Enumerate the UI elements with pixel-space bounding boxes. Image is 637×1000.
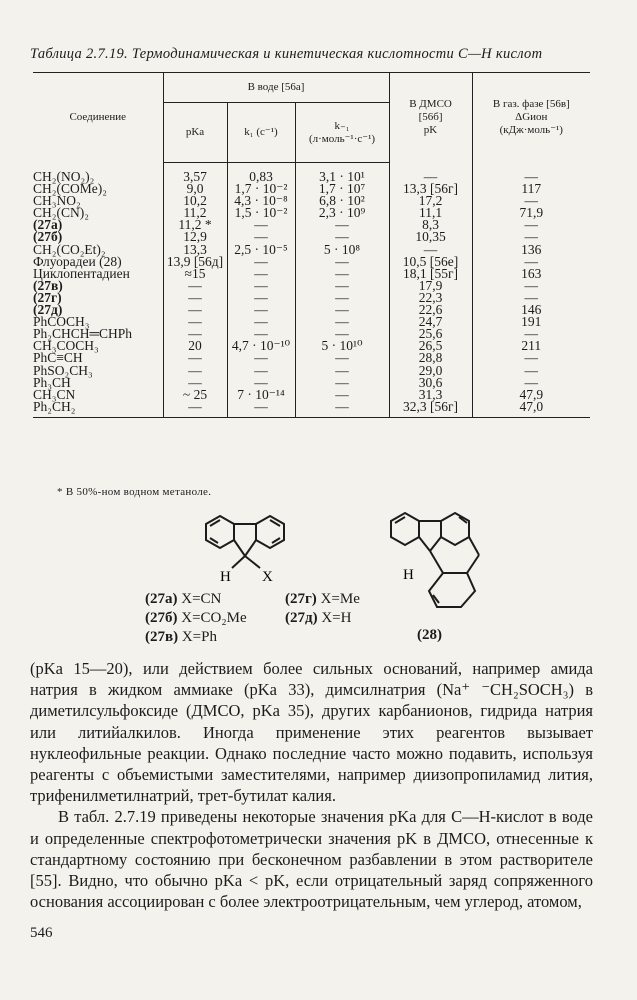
legend-27a-num: (27а)	[145, 591, 178, 607]
cell-dmso: 29,0	[389, 365, 472, 377]
header-k-minus1-top: k₋₁	[334, 119, 350, 132]
cell-k1: —	[227, 268, 295, 280]
cell-pka: —	[163, 292, 227, 304]
cell-gas: 211	[472, 340, 590, 352]
cell-pka: —	[163, 352, 227, 364]
cell-dmso: 26,5	[389, 340, 472, 352]
table-row	[33, 340, 590, 352]
table-row	[33, 328, 590, 340]
cell-pka: —	[163, 304, 227, 316]
cell-dmso: 8,3	[389, 219, 472, 231]
cell-c: CH₂(CO₂Et)₂	[33, 241, 106, 257]
cell-gas: —	[472, 280, 590, 292]
cell-dmso: 22,6	[389, 304, 472, 316]
cell-c: PhC≡CH	[33, 350, 83, 366]
cell-gas: —	[472, 292, 590, 304]
cell-pka: —	[163, 365, 227, 377]
cell-gas: —	[472, 231, 590, 243]
cell-km1: 6,8 · 10²	[295, 195, 389, 207]
cell-k1: —	[227, 377, 295, 389]
cell-km1: —	[295, 401, 389, 418]
cell-k1: —	[227, 292, 295, 304]
header-compound: Соединение	[69, 111, 127, 124]
acidity-table	[33, 72, 590, 418]
fluorene-27-structure	[180, 498, 320, 590]
cell-gas: —	[472, 365, 590, 377]
table-row	[33, 207, 590, 219]
cell-pka: —	[163, 377, 227, 389]
cell-pka: 3,57	[163, 163, 227, 184]
cell-gas: 136	[472, 244, 590, 256]
header-dmso-line3: pK	[423, 124, 438, 137]
cell-km1: 5 · 10⁸	[295, 244, 389, 256]
cell-k1: —	[227, 219, 295, 231]
legend-27b-sub: X=CO₂Me	[181, 610, 247, 626]
cell-dmso: 10,5 [56е]	[389, 256, 472, 268]
cell-k1: 4,7 · 10⁻¹⁰	[227, 340, 295, 352]
page-number: 546	[30, 925, 53, 941]
cell-k1: 4,3 · 10⁻⁸	[227, 195, 295, 207]
cell-k1: —	[227, 328, 295, 340]
cell-km1: —	[295, 389, 389, 401]
cell-k1: 0,83	[227, 163, 295, 184]
cell-km1: —	[295, 219, 389, 231]
table-row	[33, 401, 590, 418]
table-row	[33, 304, 590, 316]
cell-pka: —	[163, 401, 227, 418]
table-caption: Таблица 2.7.19. Термодинамическая и кинетическая кислотности С—Н кислот	[30, 46, 543, 62]
cell-gas: 71,9	[472, 207, 590, 219]
cell-c: CH₃COCH₃	[33, 338, 99, 354]
table-row	[33, 183, 590, 195]
cell-km1: 3,1 · 10¹	[295, 163, 389, 184]
cell-c: PhCOCH₃	[33, 314, 90, 330]
header-water-group: В воде [56а]	[163, 73, 389, 103]
cell-k1: 1,5 · 10⁻²	[227, 207, 295, 219]
cell-dmso: —	[389, 163, 472, 184]
cell-dmso: 24,7	[389, 316, 472, 328]
cell-pka: —	[163, 316, 227, 328]
header-pka: pKa	[163, 103, 227, 163]
cell-c: (27б)	[33, 229, 63, 245]
header-dmso	[389, 73, 472, 163]
cell-gas: 47,9	[472, 389, 590, 401]
cell-km1: —	[295, 377, 389, 389]
cell-gas: 146	[472, 304, 590, 316]
cell-km1: 5 · 10¹⁰	[295, 340, 389, 352]
cell-dmso: 31,3	[389, 389, 472, 401]
cell-dmso: 11,1	[389, 207, 472, 219]
cell-pka: 20	[163, 340, 227, 352]
cell-km1: —	[295, 365, 389, 377]
cell-dmso: 28,8	[389, 352, 472, 364]
cell-dmso: —	[389, 244, 472, 256]
cell-c: CH₂(COMe)₂	[33, 181, 107, 197]
cell-k1: 1,7 · 10⁻²	[227, 183, 295, 195]
cell-pka: 9,0	[163, 183, 227, 195]
struct-27-x: X	[262, 569, 273, 585]
legend-27a-sub: X=CN	[181, 591, 222, 607]
cell-c: CH₂(NO₂)₂	[33, 168, 95, 184]
cell-dmso: 17,2	[389, 195, 472, 207]
table-row	[33, 365, 590, 377]
cell-pka: ≈15	[163, 268, 227, 280]
cell-pka: —	[163, 328, 227, 340]
legend-27b-num: (27б)	[145, 610, 178, 626]
cell-k1: —	[227, 280, 295, 292]
cell-k1: —	[227, 352, 295, 364]
struct-28-h: H	[403, 567, 414, 583]
cell-gas: 191	[472, 316, 590, 328]
compound-legend	[145, 590, 360, 647]
cell-c: (27в)	[33, 277, 63, 293]
cell-k1: —	[227, 231, 295, 243]
struct-27-h: H	[220, 569, 231, 585]
cell-gas: 117	[472, 183, 590, 195]
cell-c: Ph₂CHCH═CHPh	[33, 326, 133, 342]
cell-dmso: 30,6	[389, 377, 472, 389]
cell-pka: 10,2	[163, 195, 227, 207]
cell-km1: —	[295, 328, 389, 340]
cell-gas: —	[472, 195, 590, 207]
cell-pka: —	[163, 280, 227, 292]
fluoradene-28-structure	[375, 505, 505, 625]
cell-dmso: 32,3 [56г]	[389, 401, 472, 418]
cell-c: (27а)	[33, 217, 63, 233]
cell-pka: 13,3	[163, 244, 227, 256]
header-dmso-line2: [56б]	[418, 111, 443, 124]
cell-km1: —	[295, 231, 389, 243]
header-gas	[472, 73, 590, 163]
cell-k1: —	[227, 401, 295, 418]
cell-dmso: 17,9	[389, 280, 472, 292]
cell-k1: —	[227, 256, 295, 268]
cell-gas: 47,0	[472, 401, 590, 418]
cell-c: Ph₂CH₂	[33, 401, 163, 418]
table-row	[33, 352, 590, 364]
table-row	[33, 268, 590, 280]
body-paragraph-1: (pKa 15—20), или действием более сильных оснований, например амида натрия в жидком аммиаке (pKa 33), димсилнатрия (Na⁺ ⁻CH₂SOCH₃) в диметилсульфоксиде (ДМСО, pKa 35), других карбанионов, гидрида натрия или литийалкилов. Иногда применение этих реагентов вызывает нуклеофильные реакции. Однако последние часто можно подавить, используя реагенты с объемистыми заместителями, например диизопропиламид лития, трифенилметилнатрий, трет-бутилат калия.	[30, 659, 593, 806]
cell-gas: —	[472, 328, 590, 340]
legend-28-num: (28)	[417, 627, 442, 643]
legend-27v-num: (27в)	[145, 629, 179, 645]
header-k-minus1-units: (л·моль⁻¹·с⁻¹)	[308, 132, 376, 145]
cell-km1: —	[295, 256, 389, 268]
table-row	[33, 231, 590, 243]
cell-km1: 1,7 · 10⁷	[295, 183, 389, 195]
cell-gas: —	[472, 219, 590, 231]
body-paragraph-2: В табл. 2.7.19 приведены некоторые значения pKa для С—Н-кислот в воде и определенные спектрофотометрически значения pK в ДМСО, отнесенные к стандартному состоянию при бесконечном разбавлении в этом растворителе [55]. Видно, что обычно pKa < pK, если отрицательный заряд сопряженного основания ассоциирован с более электроотрицательным, чем углерод, атомом,	[30, 807, 593, 912]
cell-gas: —	[472, 163, 590, 184]
cell-dmso: 25,6	[389, 328, 472, 340]
table-row	[33, 195, 590, 207]
cell-pka: 12,9	[163, 231, 227, 243]
cell-pka: 11,2 *	[163, 219, 227, 231]
cell-c: Флуорадеи (28)	[33, 253, 122, 269]
cell-c: CH₃CN	[33, 386, 76, 402]
table-row	[33, 219, 590, 231]
cell-k1: —	[227, 365, 295, 377]
cell-km1: —	[295, 352, 389, 364]
cell-pka: 11,2	[163, 207, 227, 219]
cell-k1: 2,5 · 10⁻⁵	[227, 244, 295, 256]
table-row	[33, 163, 590, 184]
cell-k1: —	[227, 316, 295, 328]
legend-27d-num: (27д)	[285, 610, 318, 626]
cell-gas: 163	[472, 268, 590, 280]
cell-gas: —	[472, 352, 590, 364]
legend-27v-sub: X=Ph	[181, 629, 217, 645]
cell-dmso: 22,3	[389, 292, 472, 304]
cell-c: CH₃NO₂	[33, 193, 81, 209]
header-dmso-line1: В ДМСО	[409, 98, 452, 111]
cell-k1: 7 · 10⁻¹⁴	[227, 389, 295, 401]
cell-c: (27д)	[33, 302, 63, 318]
table-row	[33, 292, 590, 304]
body-text	[30, 658, 593, 912]
cell-km1: —	[295, 304, 389, 316]
cell-k1: —	[227, 304, 295, 316]
header-gas-line1: В газ. фазе [56в]	[492, 98, 570, 111]
table-footnote: * В 50%-ном водном метаноле.	[57, 486, 212, 498]
legend-27g-sub: X=Me	[320, 591, 360, 607]
table-row	[33, 389, 590, 401]
legend-27d-sub: X=H	[321, 610, 352, 626]
header-k-minus1	[295, 103, 389, 163]
cell-gas: —	[472, 377, 590, 389]
cell-dmso: 13,3 [56г]	[389, 183, 472, 195]
cell-pka: 13,9 [56д]	[163, 256, 227, 268]
cell-km1: —	[295, 268, 389, 280]
legend-27g-num: (27г)	[285, 591, 317, 607]
cell-pka: ~ 25	[163, 389, 227, 401]
table-row	[33, 280, 590, 292]
cell-c: CH₂(CN)₂	[33, 205, 89, 221]
cell-c: PhSO₂CH₃	[33, 362, 93, 378]
cell-km1: —	[295, 316, 389, 328]
header-gas-line2: ΔGион	[515, 111, 548, 124]
cell-c: (27г)	[33, 289, 62, 305]
cell-c: Циклопентадиен	[33, 265, 130, 281]
cell-c: Ph₃CH	[33, 374, 71, 390]
table-row	[33, 377, 590, 389]
cell-km1: —	[295, 280, 389, 292]
cell-km1: —	[295, 292, 389, 304]
header-k1: k₁ (с⁻¹)	[227, 103, 295, 163]
header-gas-line3: (кДж·моль⁻¹)	[499, 124, 563, 137]
cell-dmso: 10,35	[389, 231, 472, 243]
cell-dmso: 18,1 [55г]	[389, 268, 472, 280]
cell-gas: —	[472, 256, 590, 268]
cell-km1: 2,3 · 10⁹	[295, 207, 389, 219]
